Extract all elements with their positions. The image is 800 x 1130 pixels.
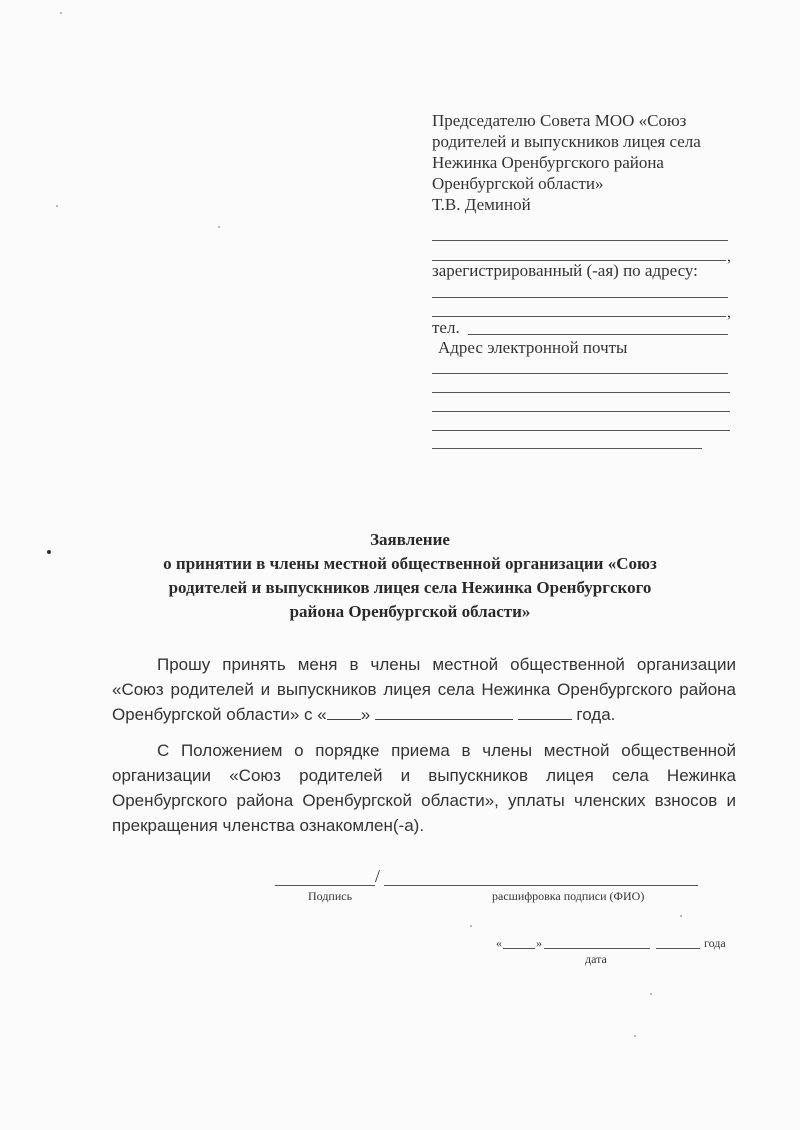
scan-dot	[47, 550, 51, 554]
year-word: года.	[576, 705, 616, 724]
scan-speck	[634, 1035, 636, 1037]
addressee-line: Оренбургской области»	[432, 174, 604, 193]
fill-line-name-1[interactable]	[432, 240, 728, 241]
slash-separator: /	[375, 866, 381, 886]
fill-line-email-2[interactable]	[432, 392, 730, 393]
acknowledgement-text: С Положением о порядке приема в члены местной общественной организации «Союз родителей и выпускников лицея села Нежинка Оренбургского района Оренбургской области», уплаты членских взносов и прекращения членства ознакомлен(-а).	[112, 741, 736, 835]
addressee-line: Председателю Совета МОО «Союз	[432, 111, 687, 130]
scan-speck	[680, 915, 682, 917]
date-quote-close: »	[536, 936, 542, 950]
fill-line-email-3[interactable]	[432, 411, 730, 412]
decode-signature-line[interactable]	[384, 885, 698, 886]
fill-line-email-1[interactable]	[432, 373, 728, 374]
email-label: Адрес электронной почты	[438, 338, 628, 357]
request-paragraph	[112, 652, 736, 727]
date-year-line[interactable]	[656, 948, 700, 949]
scan-speck	[56, 205, 58, 207]
addressee-line: родителей и выпускников лицея села	[432, 132, 701, 151]
title-line: о принятии в члены местной общественной организации «Союз	[163, 554, 657, 573]
registered-address-label: зарегистрированный (-ая) по адресу:	[432, 261, 698, 280]
acknowledgement-paragraph	[112, 738, 736, 838]
scan-speck	[650, 993, 652, 995]
quote-close: »	[360, 705, 371, 724]
month-blank[interactable]	[375, 705, 513, 720]
year-label: года	[704, 936, 726, 950]
addressee-name: Т.В. Деминой	[432, 195, 531, 214]
fill-line-email-4[interactable]	[432, 430, 730, 431]
date-quote-open: «	[496, 936, 502, 950]
title-line: родителей и выпускников лицея села Нежинка Оренбургского	[168, 578, 652, 597]
title-heading: Заявление	[370, 530, 450, 549]
document-title	[100, 528, 720, 624]
fill-line-email-5[interactable]	[432, 448, 702, 449]
addressee-line: Нежинка Оренбургского района	[432, 153, 664, 172]
fill-line-phone[interactable]	[468, 334, 728, 335]
scan-speck	[218, 226, 220, 228]
scan-speck	[60, 12, 62, 14]
year-blank[interactable]	[518, 705, 572, 720]
date-label: дата	[585, 952, 607, 966]
phone-label: тел.	[432, 318, 460, 337]
comma-mark: ,	[727, 304, 731, 321]
comma-mark: ,	[727, 248, 731, 265]
signature-label: Подпись	[308, 889, 353, 903]
decode-signature-label: расшифровка подписи (ФИО)	[492, 889, 645, 903]
fill-line-address-1[interactable]	[432, 297, 728, 298]
day-blank[interactable]	[327, 705, 361, 720]
signature-line[interactable]	[275, 885, 375, 886]
scan-speck	[470, 925, 472, 927]
request-text: Прошу принять меня в члены местной общественной организации «Союз родителей и выпускников лицея села Нежинка Оренбургского района Оренбургской области» с «	[112, 655, 736, 724]
title-line: района Оренбургской области»	[289, 602, 531, 621]
addressee-block	[432, 110, 732, 215]
date-month-line[interactable]	[544, 948, 650, 949]
date-day-line[interactable]	[503, 948, 535, 949]
fill-line-address-2[interactable]	[432, 316, 726, 317]
